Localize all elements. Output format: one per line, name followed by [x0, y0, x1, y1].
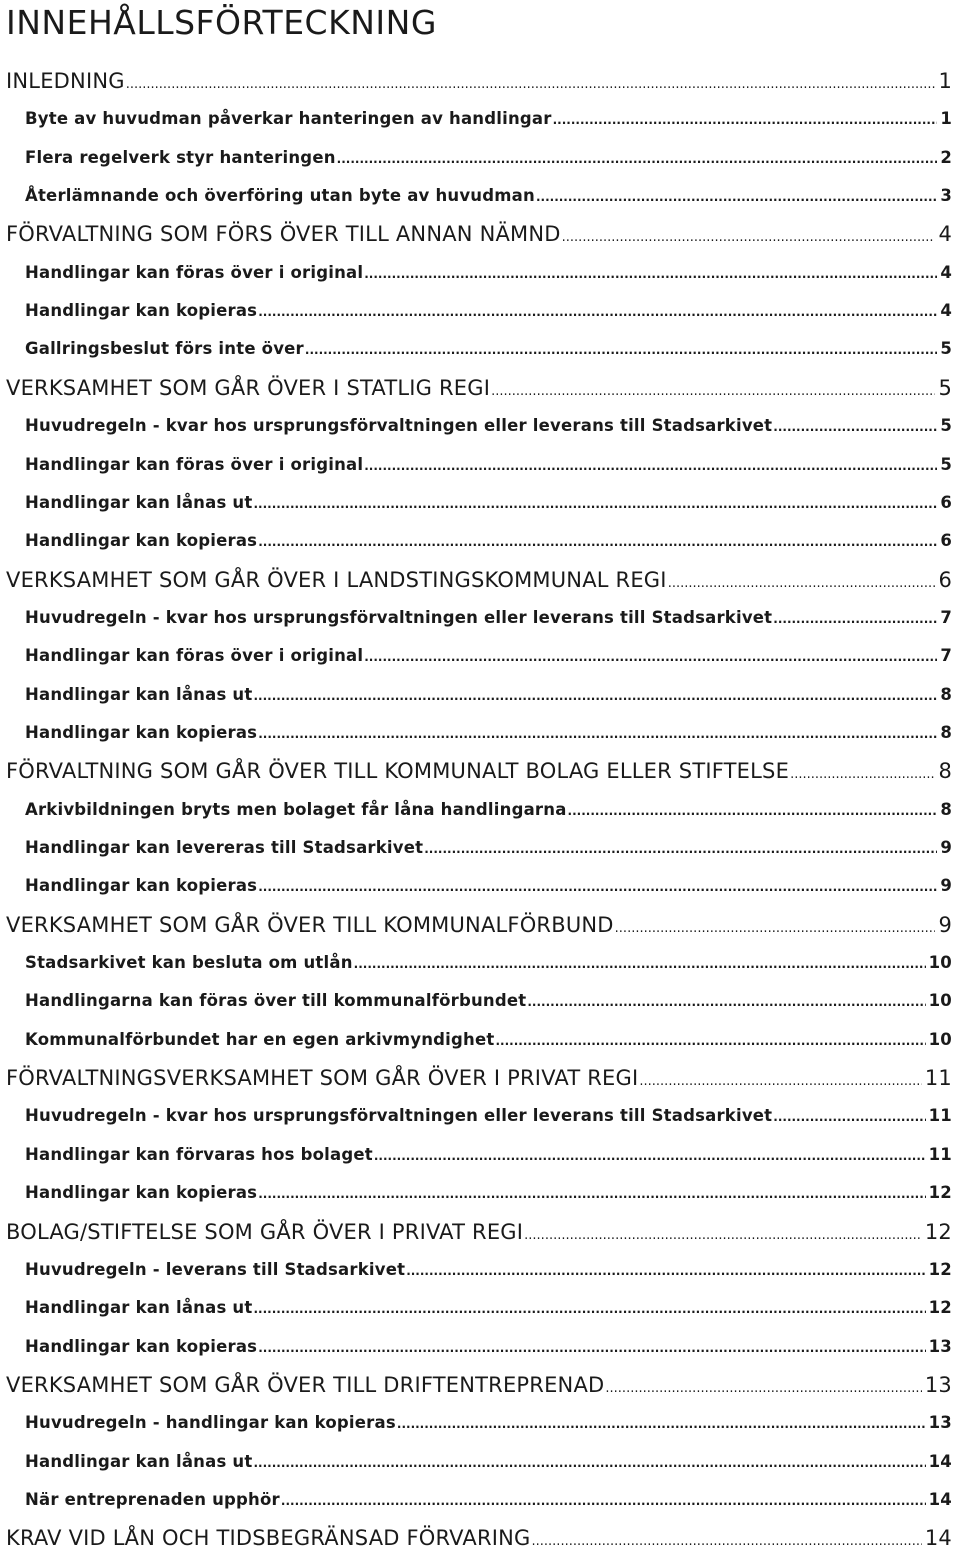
toc-entry-title: INLEDNING [6, 69, 125, 93]
toc-chapter-entry[interactable] [6, 64, 952, 98]
toc-page-number: 4 [940, 301, 952, 320]
toc-page-number: 9 [938, 913, 952, 937]
toc-entry-title: VERKSAMHET SOM GÅR ÖVER I STATLIG REGI [6, 376, 491, 400]
toc-page-number: 7 [940, 646, 952, 665]
toc-page-number: 5 [940, 339, 952, 358]
dot-leader [532, 1525, 922, 1559]
toc-section-entry[interactable] [25, 1025, 952, 1055]
toc-section-entry[interactable] [25, 603, 952, 633]
toc-section-entry[interactable] [25, 833, 952, 863]
dot-leader [258, 719, 937, 749]
toc-entry-title: VERKSAMHET SOM GÅR ÖVER I LANDSTINGSKOMMUNAL REGI [6, 568, 667, 592]
toc-section-entry[interactable] [25, 948, 952, 978]
toc-entry-title: Flera regelverk styr hanteringen [25, 148, 336, 167]
dot-leader [668, 567, 936, 601]
toc-page-number: 2 [940, 148, 952, 167]
toc-page-number: 1 [940, 109, 952, 128]
toc-page-number: 8 [938, 759, 952, 783]
toc-entry-title: KRAV VID LÅN OCH TIDSBEGRÄNSAD FÖRVARING [6, 1526, 531, 1550]
toc-page-number: 10 [928, 1030, 952, 1049]
toc-page-number: 13 [928, 1413, 952, 1432]
toc-entry-title: VERKSAMHET SOM GÅR ÖVER TILL DRIFTENTREPRENAD [6, 1373, 605, 1397]
toc-page-number: 13 [924, 1373, 952, 1397]
toc-page-number: 6 [938, 568, 952, 592]
dot-leader [364, 642, 937, 672]
toc-section-entry[interactable] [25, 641, 952, 671]
toc-section-entry[interactable] [25, 334, 952, 364]
toc-section-entry[interactable] [25, 1178, 952, 1208]
toc-section-entry[interactable] [25, 258, 952, 288]
toc-section-entry[interactable] [25, 795, 952, 825]
dot-leader [615, 912, 936, 946]
toc-entry-title: Stadsarkivet kan besluta om utlån [25, 953, 353, 972]
toc-entry-title: Återlämnande och överföring utan byte av huvudman [25, 186, 535, 205]
dot-leader [253, 489, 937, 519]
toc-entry-title: Handlingar kan kopieras [25, 301, 258, 320]
toc-entry-title: Handlingar kan kopieras [25, 1337, 258, 1356]
toc-chapter-entry[interactable] [6, 563, 952, 597]
toc-section-entry[interactable] [25, 1485, 952, 1515]
toc-page-number: 9 [940, 876, 952, 895]
toc-entry-title: Byte av huvudman påverkar hanteringen av handlingar [25, 109, 552, 128]
dot-leader [773, 604, 937, 634]
toc-entry-title: Handlingar kan lånas ut [25, 1452, 253, 1471]
toc-page-number: 6 [940, 531, 952, 550]
toc-section-entry[interactable] [25, 1447, 952, 1477]
dot-leader [258, 527, 937, 557]
dot-leader [305, 335, 937, 365]
dot-leader [258, 1179, 925, 1209]
dot-leader [281, 1486, 926, 1516]
toc-entry-title: Handlingar kan levereras till Stadsarkivet [25, 838, 424, 857]
toc-entry-title: Handlingar kan kopieras [25, 876, 258, 895]
toc-section-entry[interactable] [25, 680, 952, 710]
toc-page-number: 6 [940, 493, 952, 512]
toc-page-number: 3 [940, 186, 952, 205]
toc-entry-title: Huvudregeln - leverans till Stadsarkivet [25, 1260, 406, 1279]
dot-leader [495, 1026, 925, 1056]
dot-leader [253, 1448, 925, 1478]
dot-leader [253, 681, 937, 711]
toc-entry-title: VERKSAMHET SOM GÅR ÖVER TILL KOMMUNALFÖRBUND [6, 913, 614, 937]
toc-section-entry[interactable] [25, 1255, 952, 1285]
toc-section-entry[interactable] [25, 104, 952, 134]
toc-section-entry[interactable] [25, 526, 952, 556]
dot-leader [553, 105, 938, 135]
toc-page-number: 8 [940, 723, 952, 742]
toc-page-number: 5 [940, 416, 952, 435]
dot-leader [527, 987, 925, 1017]
toc-chapter-entry[interactable] [6, 1061, 952, 1095]
toc-entry-title: BOLAG/STIFTELSE SOM GÅR ÖVER I PRIVAT REGI [6, 1220, 524, 1244]
toc-entry-title: Huvudregeln - kvar hos ursprungsförvaltningen eller leverans till Stadsarkivet [25, 416, 773, 435]
toc-chapter-entry[interactable] [6, 754, 952, 788]
dot-leader [374, 1141, 926, 1171]
toc-page-number: 5 [938, 376, 952, 400]
dot-leader [790, 758, 935, 792]
toc-chapter-entry[interactable] [6, 217, 952, 251]
toc-section-entry[interactable] [25, 411, 952, 441]
toc-entry-title: Handlingar kan kopieras [25, 723, 258, 742]
toc-entry-title: Handlingarna kan föras över till kommunalförbundet [25, 991, 527, 1010]
toc-page-number: 11 [928, 1145, 952, 1164]
toc-entry-title: Huvudregeln - handlingar kan kopieras [25, 1413, 396, 1432]
toc-section-entry[interactable] [25, 1408, 952, 1438]
toc-entry-title: När entreprenaden upphör [25, 1490, 280, 1509]
toc-section-entry[interactable] [25, 296, 952, 326]
dot-leader [126, 68, 936, 102]
toc-chapter-entry[interactable] [6, 1215, 952, 1249]
toc-page-number: 5 [940, 455, 952, 474]
dot-leader [258, 297, 937, 327]
toc-entry-title: FÖRVALTNINGSVERKSAMHET SOM GÅR ÖVER I PRIVAT REGI [6, 1066, 639, 1090]
dot-leader [605, 1372, 921, 1406]
dot-leader [258, 1333, 925, 1363]
toc-section-entry[interactable] [25, 986, 952, 1016]
dot-leader [258, 872, 937, 902]
toc-page-number: 14 [924, 1526, 952, 1550]
toc-section-entry[interactable] [25, 1293, 952, 1323]
toc-entry-title: Handlingar kan lånas ut [25, 493, 253, 512]
dot-leader [524, 1219, 922, 1253]
dot-leader [424, 834, 937, 864]
toc-chapter-entry[interactable] [6, 908, 952, 942]
toc-page-number: 14 [928, 1452, 952, 1471]
page-title: INNEHÅLLSFÖRTECKNING [6, 3, 437, 42]
toc-section-entry[interactable] [25, 450, 952, 480]
toc-page-number: 7 [940, 608, 952, 627]
dot-leader [354, 949, 926, 979]
dot-leader [536, 182, 937, 212]
toc-page-number: 8 [940, 800, 952, 819]
toc-page-number: 12 [928, 1183, 952, 1202]
toc-section-entry[interactable] [25, 1332, 952, 1362]
toc-section-entry[interactable] [25, 181, 952, 211]
toc-section-entry[interactable] [25, 1101, 952, 1131]
toc-page-number: 4 [940, 263, 952, 282]
toc-entry-title: Handlingar kan lånas ut [25, 685, 253, 704]
dot-leader [364, 451, 937, 481]
toc-entry-title: Gallringsbeslut förs inte över [25, 339, 304, 358]
toc-page-number: 10 [928, 991, 952, 1010]
toc-entry-title: Handlingar kan kopieras [25, 1183, 258, 1202]
toc-section-entry[interactable] [25, 718, 952, 748]
toc-section-entry[interactable] [25, 143, 952, 173]
dot-leader [491, 375, 935, 409]
dot-leader [773, 412, 937, 442]
toc-page-number: 4 [938, 222, 952, 246]
toc-page-number: 1 [938, 69, 952, 93]
toc-page-number: 12 [928, 1260, 952, 1279]
toc-entry-title: Handlingar kan förvaras hos bolaget [25, 1145, 373, 1164]
toc-chapter-entry[interactable] [6, 1521, 952, 1555]
toc-section-entry[interactable] [25, 871, 952, 901]
toc-entry-title: FÖRVALTNING SOM GÅR ÖVER TILL KOMMUNALT BOLAG ELLER STIFTELSE [6, 759, 790, 783]
toc-section-entry[interactable] [25, 1140, 952, 1170]
toc-entry-title: Handlingar kan föras över i original [25, 263, 364, 282]
dot-leader [406, 1256, 925, 1286]
toc-section-entry[interactable] [25, 488, 952, 518]
toc-entry-title: Arkivbildningen bryts men bolaget får låna handlingarna [25, 800, 567, 819]
toc-chapter-entry[interactable] [6, 1368, 952, 1402]
dot-leader [568, 796, 938, 826]
toc-entry-title: Kommunalförbundet har en egen arkivmyndighet [25, 1030, 495, 1049]
toc-page-number: 8 [940, 685, 952, 704]
toc-page-number: 10 [928, 953, 952, 972]
dot-leader [397, 1409, 926, 1439]
toc-page-number: 13 [928, 1337, 952, 1356]
toc-entry-title: FÖRVALTNING SOM FÖRS ÖVER TILL ANNAN NÄMND [6, 222, 561, 246]
dot-leader [639, 1065, 921, 1099]
toc-entry-title: Handlingar kan föras över i original [25, 455, 364, 474]
toc-page-number: 11 [928, 1106, 952, 1125]
dot-leader [337, 144, 938, 174]
toc-entry-title: Handlingar kan kopieras [25, 531, 258, 550]
dot-leader [364, 259, 937, 289]
toc-entry-title: Huvudregeln - kvar hos ursprungsförvaltningen eller leverans till Stadsarkivet [25, 608, 773, 627]
toc-entry-title: Huvudregeln - kvar hos ursprungsförvaltningen eller leverans till Stadsarkivet [25, 1106, 773, 1125]
toc-entry-title: Handlingar kan föras över i original [25, 646, 364, 665]
toc-page-number: 9 [940, 838, 952, 857]
toc-entry-title: Handlingar kan lånas ut [25, 1298, 253, 1317]
toc-page-number: 11 [924, 1066, 952, 1090]
dot-leader [253, 1294, 925, 1324]
toc-page-number: 12 [928, 1298, 952, 1317]
toc-page-number: 12 [924, 1220, 952, 1244]
dot-leader [773, 1102, 925, 1132]
toc-page-number: 14 [928, 1490, 952, 1509]
toc-chapter-entry[interactable] [6, 371, 952, 405]
dot-leader [562, 221, 936, 255]
